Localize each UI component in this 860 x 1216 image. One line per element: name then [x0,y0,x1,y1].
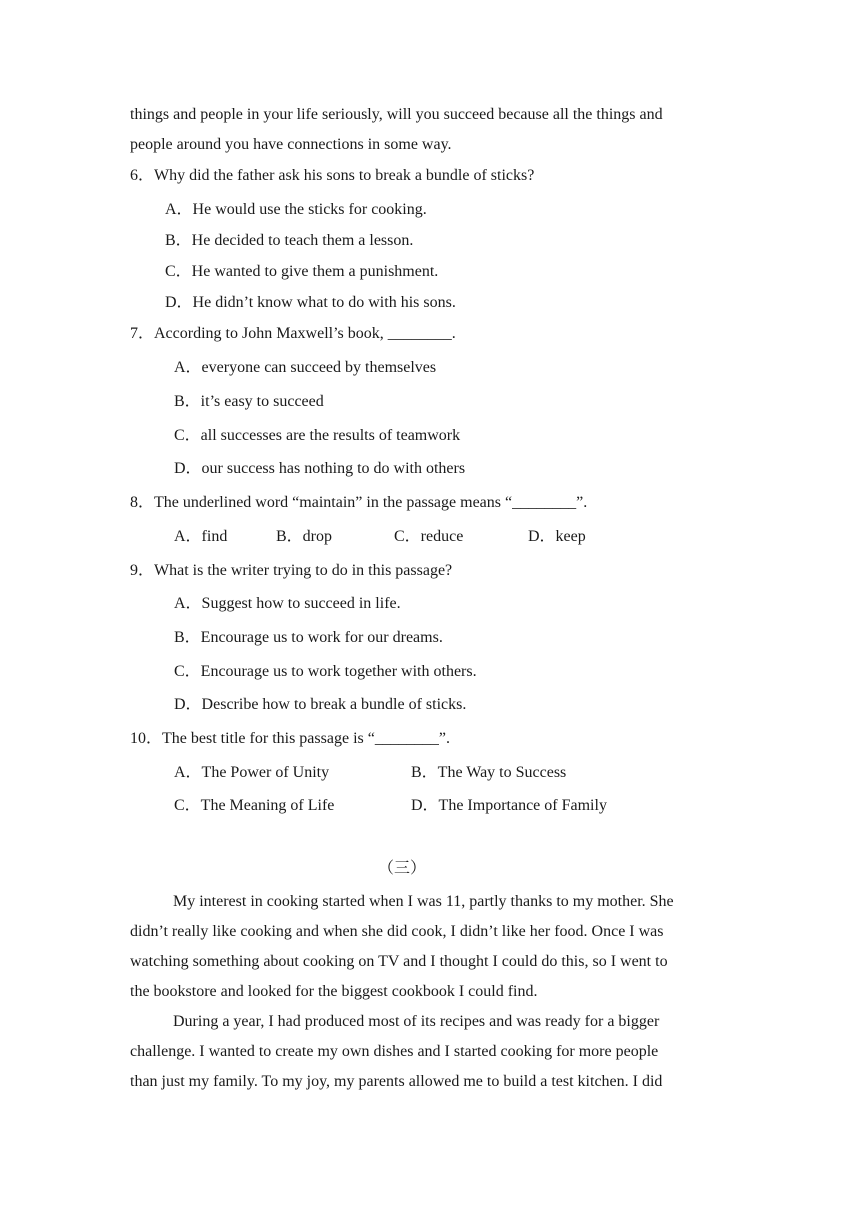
passage-line: the bookstore and looked for the biggest cookbook I could find. [130,983,538,1000]
passage-line: watching something about cooking on TV and I thought I could do this, so I went to [130,953,668,970]
passage-line: than just my family. To my joy, my parents allowed me to build a test kitchen. I did [130,1073,663,1090]
question-stem: 7．According to John Maxwell’s book, ________. [130,325,456,342]
answer-option: C．Encourage us to work together with others. [174,663,477,680]
answer-option: D．our success has nothing to do with others [174,460,466,477]
answer-option: C．all successes are the results of teamwork [174,427,461,444]
answer-option: D．The Importance of Family [411,797,607,814]
answer-option: B．it’s easy to succeed [174,393,324,410]
answer-option: B．The Way to Success [411,764,567,781]
answer-option: A．The Power of Unity [174,764,330,781]
answer-option: B．Encourage us to work for our dreams. [174,629,443,646]
section-heading: （三） [378,860,427,877]
passage-line: During a year, I had produced most of its recipes and was ready for a bigger [173,1013,660,1030]
passage-line: things and people in your life seriously, will you succeed because all the things and [130,106,663,123]
question-stem: 10．The best title for this passage is “________”. [130,730,450,747]
answer-option: A．find [174,528,228,545]
answer-option: C．He wanted to give them a punishment. [165,263,439,280]
answer-option: A．He would use the sticks for cooking. [165,201,427,218]
question-stem: 8．The underlined word “maintain” in the passage means “________”. [130,494,588,511]
answer-option: D．Describe how to break a bundle of sticks. [174,696,467,713]
answer-option: B．drop [276,528,333,545]
answer-option: A．Suggest how to succeed in life. [174,595,401,612]
answer-option: D．He didn’t know what to do with his sons. [165,294,456,311]
question-stem: 6．Why did the father ask his sons to break a bundle of sticks? [130,167,535,184]
answer-option: B．He decided to teach them a lesson. [165,232,414,249]
answer-option: A．everyone can succeed by themselves [174,359,437,376]
answer-option: D．keep [528,528,586,545]
answer-option: C．reduce [394,528,464,545]
passage-line: people around you have connections in some way. [130,136,452,153]
passage-line: My interest in cooking started when I was 11, partly thanks to my mother. She [173,893,674,910]
passage-line: didn’t really like cooking and when she did cook, I didn’t like her food. Once I was [130,923,664,940]
passage-line: challenge. I wanted to create my own dishes and I started cooking for more people [130,1043,659,1060]
question-stem: 9．What is the writer trying to do in this passage? [130,562,453,579]
answer-option: C．The Meaning of Life [174,797,335,814]
